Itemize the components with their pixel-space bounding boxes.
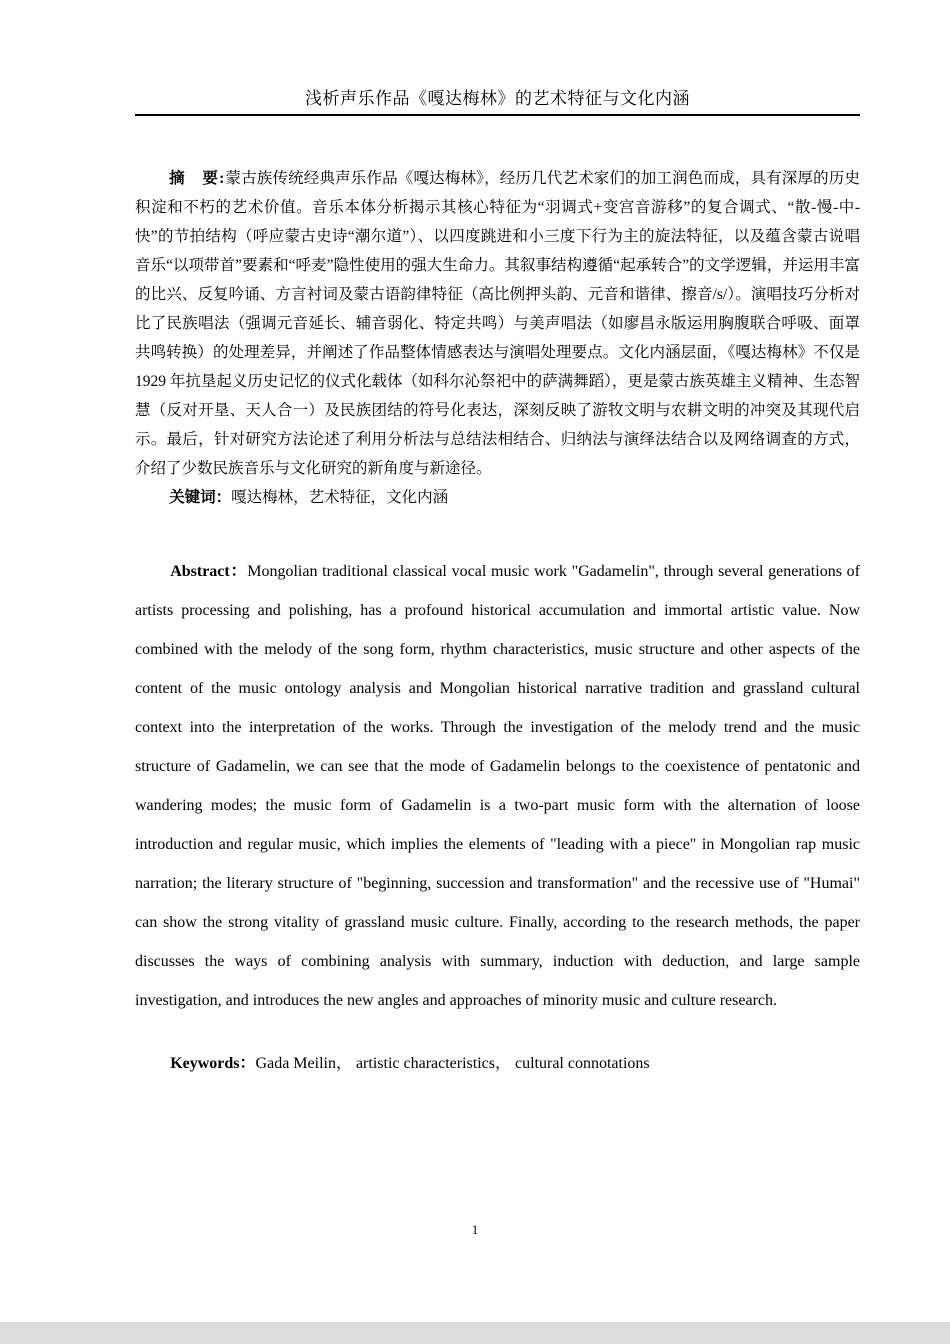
- abstract-en-paragraph: [135, 552, 860, 1020]
- keywords-en-line: [135, 1044, 860, 1083]
- document-header: [135, 84, 860, 116]
- keywords-cn-text: 嘎达梅林，艺术特征，文化内涵: [231, 489, 449, 506]
- scan-edge-strip: [0, 1322, 950, 1344]
- abstract-cn-paragraph: [135, 164, 860, 483]
- page-number: 1: [471, 1222, 479, 1237]
- page-title: 浅析声乐作品《嘎达梅林》的艺术特征与文化内涵: [305, 89, 690, 108]
- keywords-en-label: Keywords：: [170, 1055, 256, 1072]
- keywords-en-text: Gada Meilin， artistic characteristics， cultural connotations: [255, 1055, 650, 1072]
- abstract-en-label: Abstract：: [170, 563, 248, 580]
- abstract-cn-label: 摘 要:: [169, 170, 226, 187]
- abstract-cn-text: 蒙古族传统经典声乐作品《嘎达梅林》，经历几代艺术家们的加工润色而成，具有深厚的历史积淀和不朽的艺术价值。音乐本体分析揭示其核心特征为“羽调式+变宫音游移”的复合调式、“散-慢-中-快”的节拍结构（呼应蒙古史诗“潮尔道”）、以四度跳进和小三度下行为主的旋法特征，以及蕴含蒙古说唱音乐“以项带首”要素和“呼麦”隐性使用的强大生命力。其叙事结构遵循“起承转合”的文学逻辑，并运用丰富的比兴、反复吟诵、方言衬词及蒙古语韵律特征（高比例押头韵、元音和谐律、擦音/s/）。演唱技巧分析对比了民族唱法（强调元音延长、辅音弱化、特定共鸣）与美声唱法（如廖昌永版运用胸腹联合呼吸、面罩共鸣转换）的处理差异，并阐述了作品整体情感表达与演唱处理要点。文化内涵层面，《嘎达梅林》不仅是 1929 年抗垦起义历史记忆的仪式化载体（如科尔沁祭祀中的萨满舞蹈），更是蒙古族英雄主义精神、生态智慧（反对开垦、天人合一）及民族团结的符号化表达，深刻反映了游牧文明与农耕文明的冲突及其现代启示。最后，针对研究方法论述了利用分析法与总结法相结合、归纳法与演绎法结合以及网络调查的方式，介绍了少数民族音乐与文化研究的新角度与新途径。: [135, 170, 860, 477]
- abstract-en-text: Mongolian traditional classical vocal music work "Gadamelin", through several generations of artists processing and polishing, has a profound historical accumulation and immortal artistic value. Now combined with the melody of the song form, rhythm characteristics, music structure and other aspects of the content of the music ontology analysis and Mongolian historical narrative tradition and grassland cultural context into the interpretation of the works. Through the investigation of the melody trend and the music structure of Gadamelin, we can see that the mode of Gadamelin belongs to the coexistence of pentatonic and wandering modes; the music form of Gadamelin is a two-part music form with the alternation of loose introduction and regular music, which implies the elements of "leading with a piece" in Mongolian rap music narration; the literary structure of "beginning, succession and transformation" and the recessive use of "Humai" can show the strong vitality of grassland music culture. Finally, according to the research methods, the paper discusses the ways of combining analysis with summary, induction with deduction, and large sample investigation, and introduces the new angles and approaches of minority music and culture research.: [135, 563, 860, 1009]
- keywords-cn-line: [135, 483, 860, 512]
- keywords-cn-label: 关键词：: [169, 489, 232, 506]
